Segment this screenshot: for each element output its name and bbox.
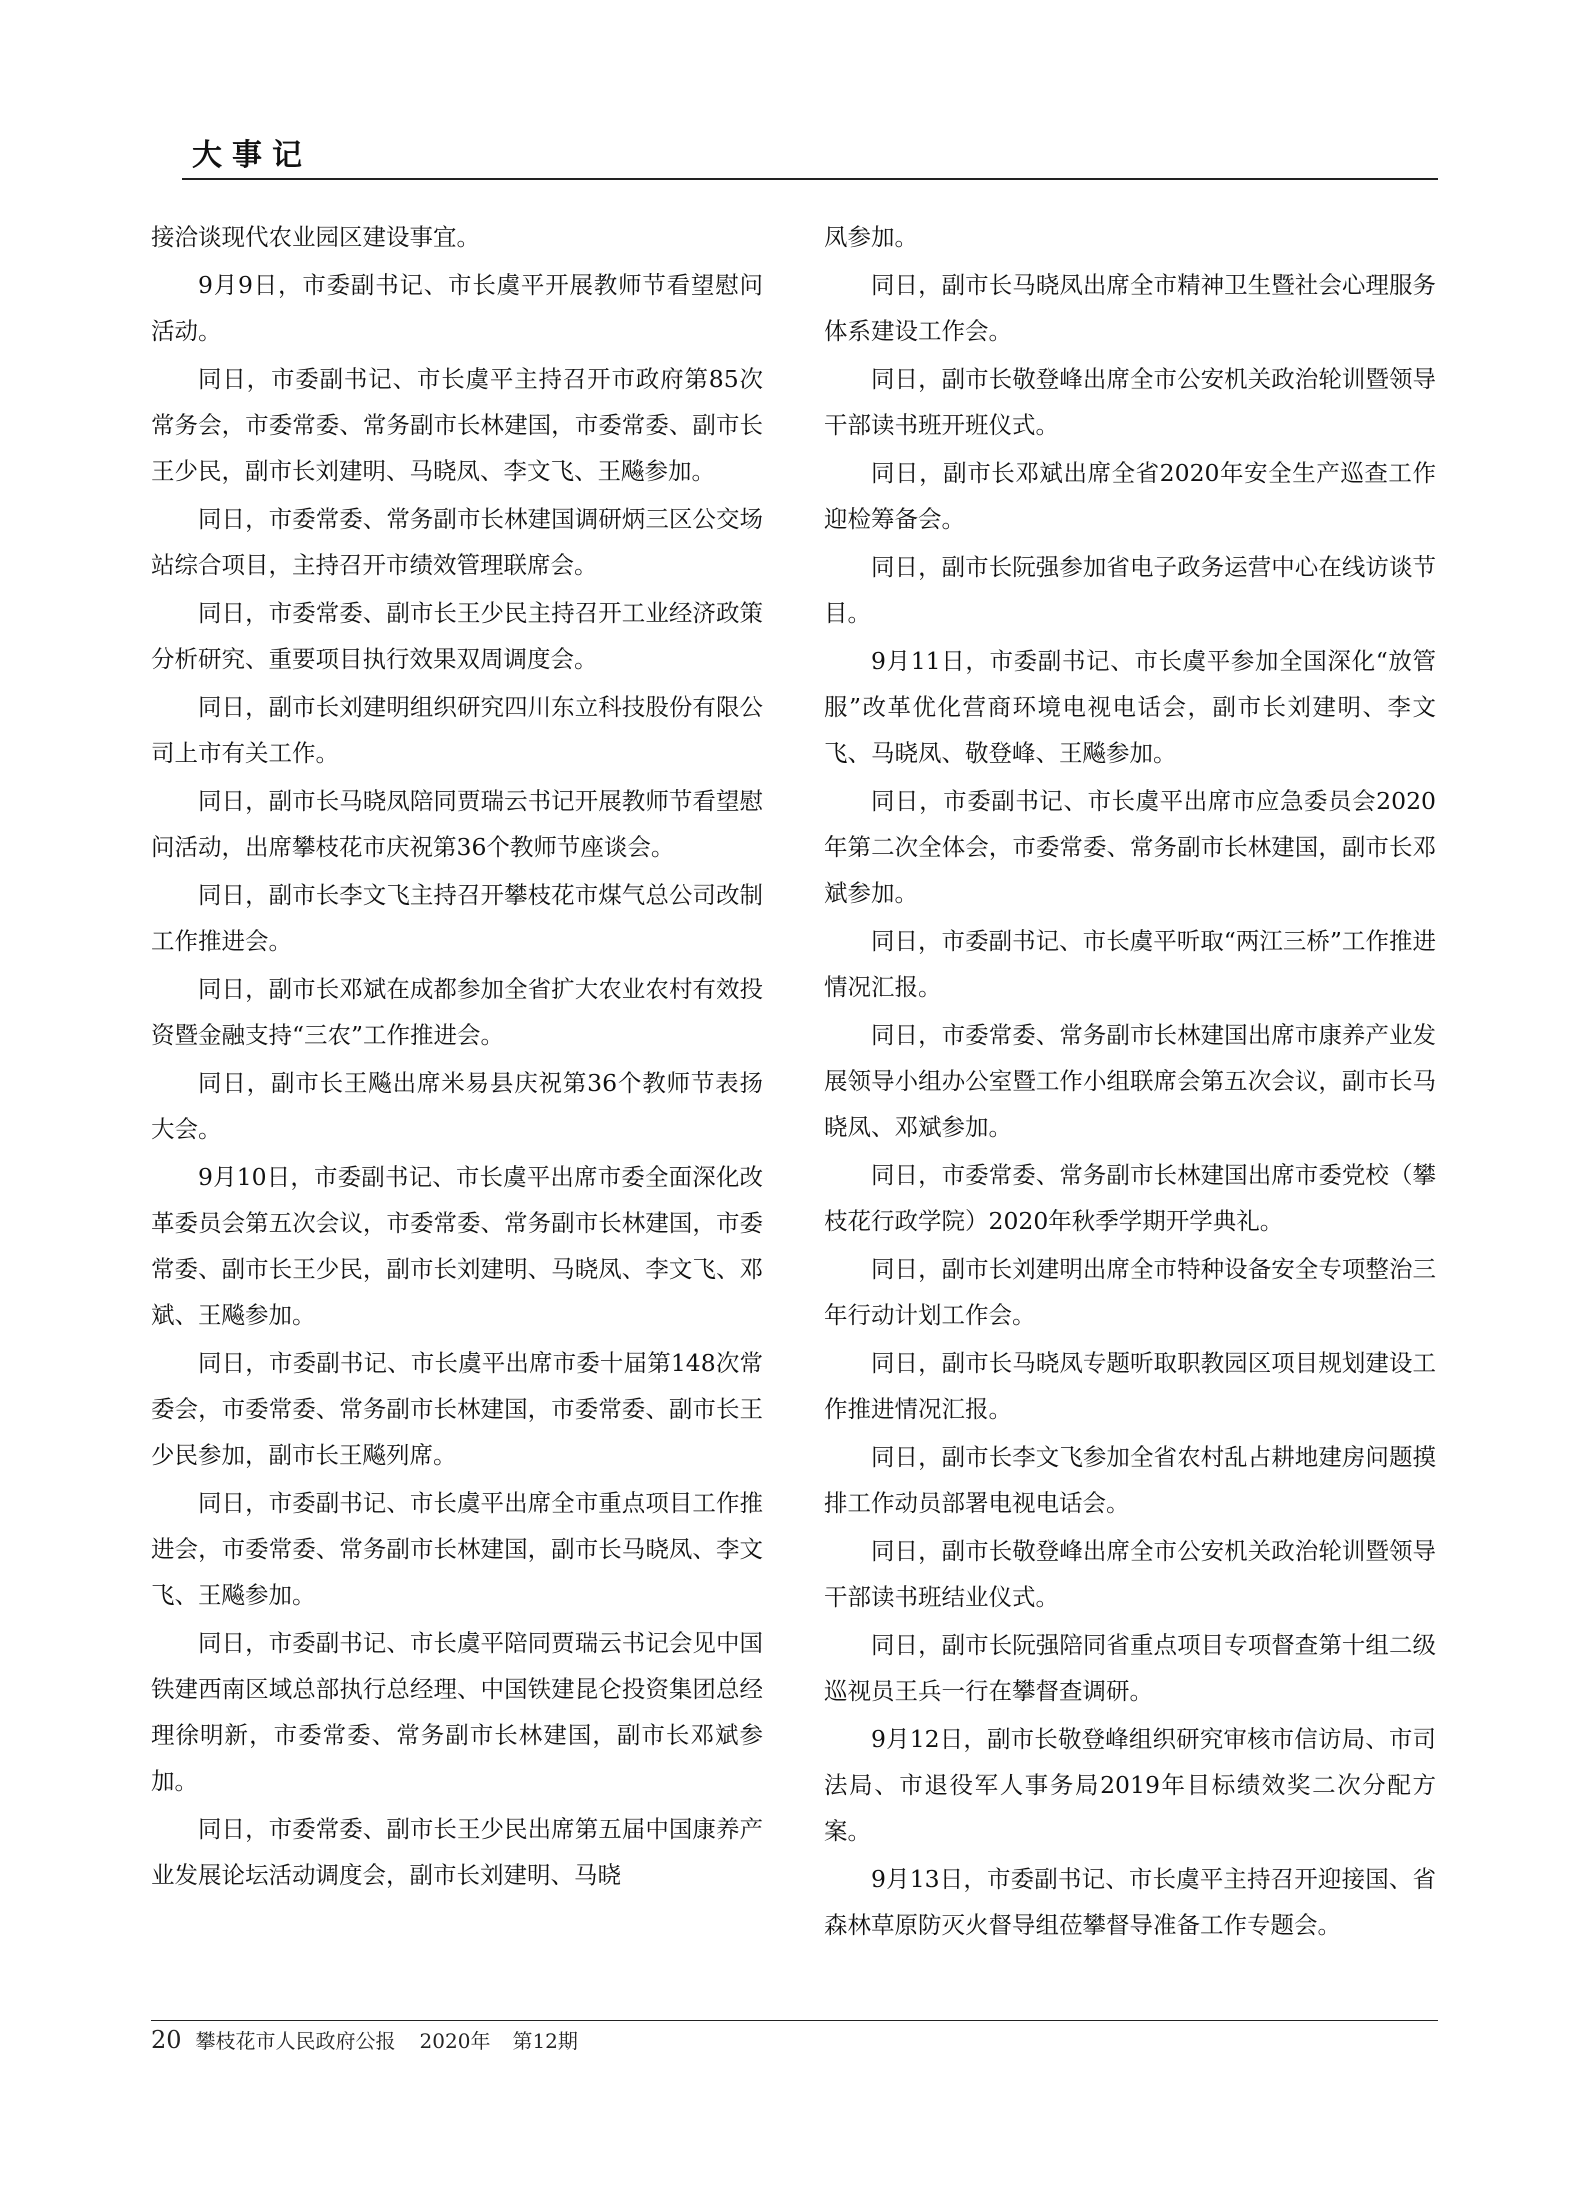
issue-number: 第12期 xyxy=(512,2029,578,2053)
paragraph: 同日，副市长王飚出席米易县庆祝第36个教师节表扬大会。 xyxy=(151,1069,763,1143)
paragraph: 同日，副市长阮强参加省电子政务运营中心在线访谈节目。 xyxy=(824,553,1436,627)
article-body xyxy=(151,214,1436,1994)
paragraph: 同日，市委常委、常务副市长林建国调研炳三区公交场站综合项目，主持召开市绩效管理联席会。 xyxy=(151,505,763,579)
paragraph: 9月9日，市委副书记、市长虞平开展教师节看望慰问活动。 xyxy=(151,271,763,345)
paragraph: 凤参加。 xyxy=(824,223,918,251)
paragraph: 同日，市委常委、副市长王少民出席第五届中国康养产业发展论坛活动调度会，副市长刘建明、马晓 xyxy=(151,1815,763,1889)
paragraph: 同日，副市长马晓凤陪同贾瑞云书记开展教师节看望慰问活动，出席攀枝花市庆祝第36个教师节座谈会。 xyxy=(151,787,763,861)
page-number: 20 xyxy=(151,2026,182,2054)
paragraph: 同日，市委常委、常务副市长林建国出席市康养产业发展领导小组办公室暨工作小组联席会第五次会议，副市长马晓凤、邓斌参加。 xyxy=(824,1021,1436,1141)
paragraph: 同日，市委副书记、市长虞平主持召开市政府第85次常务会，市委常委、常务副市长林建国，市委常委、副市长王少民，副市长刘建明、马晓凤、李文飞、王飚参加。 xyxy=(151,365,763,485)
paragraph: 同日，市委副书记、市长虞平出席市委十届第148次常委会，市委常委、常务副市长林建国，市委常委、副市长王少民参加，副市长王飚列席。 xyxy=(151,1349,763,1469)
paragraph: 同日，副市长刘建明出席全市特种设备安全专项整治三年行动计划工作会。 xyxy=(824,1255,1436,1329)
page-footer xyxy=(151,2020,1438,2054)
paragraph: 同日，副市长敬登峰出席全市公安机关政治轮训暨领导干部读书班开班仪式。 xyxy=(824,365,1436,439)
publication-name: 攀枝花市人民政府公报 xyxy=(195,2029,396,2053)
paragraph: 9月10日，市委副书记、市长虞平出席市委全面深化改革委员会第五次会议，市委常委、常务副市长林建国，市委常委、副市长王少民，副市长刘建明、马晓凤、李文飞、邓斌、王飚参加。 xyxy=(151,1163,763,1329)
paragraph: 9月12日，副市长敬登峰组织研究审核市信访局、市司法局、市退役军人事务局2019年目标绩效奖二次分配方案。 xyxy=(824,1725,1436,1845)
paragraph: 同日，市委副书记、市长虞平陪同贾瑞云书记会见中国铁建西南区域总部执行总经理、中国铁建昆仑投资集团总经理徐明新，市委常委、常务副市长林建国，副市长邓斌参加。 xyxy=(151,1629,763,1795)
paragraph: 同日，副市长马晓凤专题听取职教园区项目规划建设工作推进情况汇报。 xyxy=(824,1349,1436,1423)
paragraph: 接洽谈现代农业园区建设事宜。 xyxy=(151,223,480,251)
paragraph: 同日，市委副书记、市长虞平听取“两江三桥”工作推进情况汇报。 xyxy=(824,927,1436,1001)
paragraph: 同日，市委常委、副市长王少民主持召开工业经济政策分析研究、重要项目执行效果双周调度会。 xyxy=(151,599,763,673)
right-column xyxy=(824,214,1436,1950)
paragraph: 同日，市委常委、常务副市长林建国出席市委党校（攀枝花行政学院）2020年秋季学期开学典礼。 xyxy=(824,1161,1436,1235)
section-title: 大事记 xyxy=(192,138,312,173)
paragraph: 9月11日，市委副书记、市长虞平参加全国深化“放管服”改革优化营商环境电视电话会，副市长刘建明、李文飞、马晓凤、敬登峰、王飚参加。 xyxy=(824,647,1436,767)
paragraph: 同日，副市长刘建明组织研究四川东立科技股份有限公司上市有关工作。 xyxy=(151,693,763,767)
paragraph: 同日，副市长李文飞主持召开攀枝花市煤气总公司改制工作推进会。 xyxy=(151,881,763,955)
left-column xyxy=(151,214,763,1900)
paragraph: 同日，副市长邓斌在成都参加全省扩大农业农村有效投资暨金融支持“三农”工作推进会。 xyxy=(151,975,763,1049)
page-header xyxy=(182,128,1438,180)
footer-line xyxy=(151,2025,578,2054)
paragraph: 9月13日，市委副书记、市长虞平主持召开迎接国、省森林草原防灭火督导组莅攀督导准备工作专题会。 xyxy=(824,1865,1436,1939)
paragraph: 同日，市委副书记、市长虞平出席市应急委员会2020年第二次全体会，市委常委、常务副市长林建国，副市长邓斌参加。 xyxy=(824,787,1436,907)
paragraph: 同日，副市长李文飞参加全省农村乱占耕地建房问题摸排工作动员部署电视电话会。 xyxy=(824,1443,1436,1517)
paragraph: 同日，副市长阮强陪同省重点项目专项督查第十组二级巡视员王兵一行在攀督查调研。 xyxy=(824,1631,1436,1705)
paragraph: 同日，副市长敬登峰出席全市公安机关政治轮训暨领导干部读书班结业仪式。 xyxy=(824,1537,1436,1611)
paragraph: 同日，副市长马晓凤出席全市精神卫生暨社会心理服务体系建设工作会。 xyxy=(824,271,1436,345)
paragraph: 同日，副市长邓斌出席全省2020年安全生产巡查工作迎检筹备会。 xyxy=(824,459,1436,533)
paragraph: 同日，市委副书记、市长虞平出席全市重点项目工作推进会，市委常委、常务副市长林建国，副市长马晓凤、李文飞、王飚参加。 xyxy=(151,1489,763,1609)
publication-year: 2020年 xyxy=(419,2029,491,2053)
